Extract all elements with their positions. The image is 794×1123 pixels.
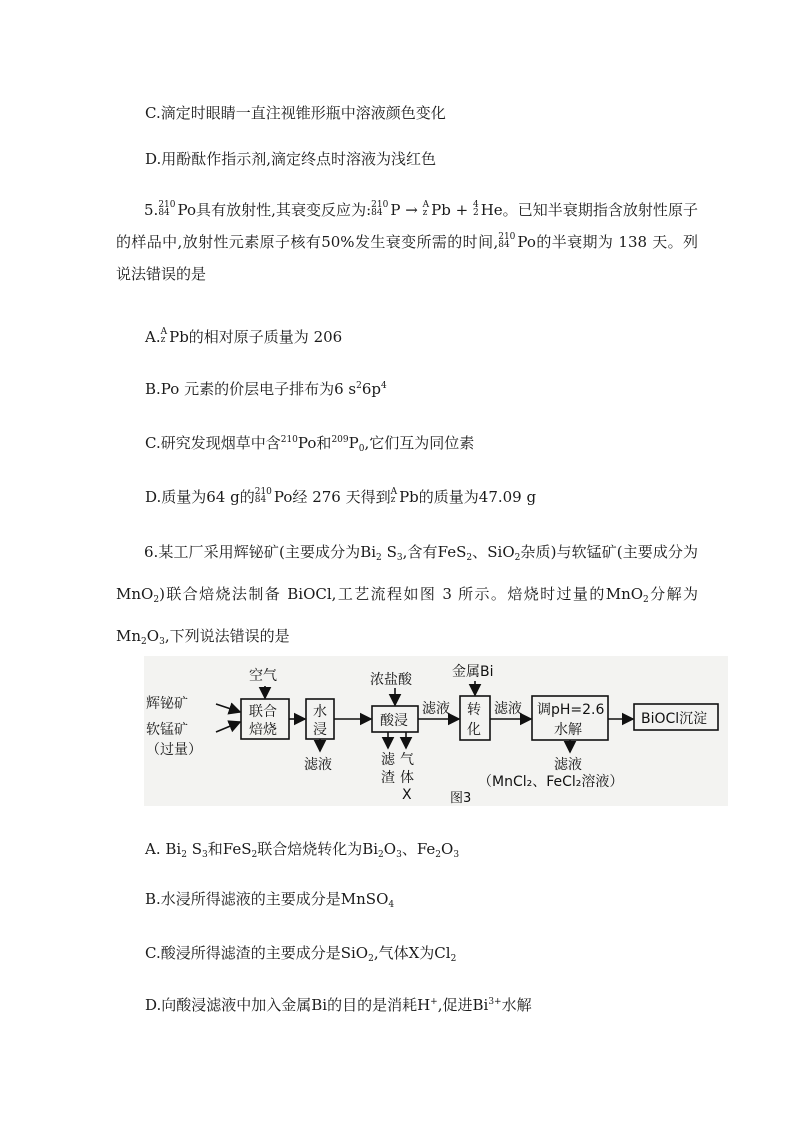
filtrate4-label: 滤液 xyxy=(554,757,582,773)
filtrate3-label: 滤液 xyxy=(494,701,522,717)
water-label-1: 水 xyxy=(313,704,327,720)
q6-stem: 6.某工厂采用辉铋矿(主要成分为$Bi_2$ $S_3$,含有FeS$_2$、SiO$_2$杂质)与软锰矿(主要成分为MnO$_2$)联合焙烧法制备 BiOCl,工艺流程如图 3 所示。焙烧时过量的MnO$_2$分解为$Mn_2O_3$,下列说法错误的是 xyxy=(116,543,698,647)
q6-option-c: C.酸浸所得滤渣的主要成分是SiO$_2$,气体X为$Cl_2$ xyxy=(145,944,457,964)
isotope-po: 210 84 xyxy=(158,200,176,218)
q4-option-d: D.用酚酞作指示剂,滴定终点时溶液为浅红色 xyxy=(145,150,437,168)
filtrate2-label: 滤液 xyxy=(422,701,450,717)
q6-option-a: A. $Bi_2$ $S_3$和FeS$_2$联合焙烧转化为$Bi_2O_3$、$Fe_2O_3$ xyxy=(145,840,460,860)
residue-label-2: 渣 xyxy=(381,770,395,786)
gas-label-3: X xyxy=(402,787,412,803)
air-label: 空气 xyxy=(249,668,277,684)
hcl-label: 浓盐酸 xyxy=(370,672,412,688)
roast-label-1: 联合 xyxy=(249,704,277,720)
roast-label-2: 焙烧 xyxy=(249,722,277,738)
process-flow-diagram xyxy=(144,656,728,806)
ore1-label: 辉铋矿 xyxy=(146,696,188,712)
figure-caption: 图3 xyxy=(450,791,472,806)
water-label-2: 浸 xyxy=(313,722,327,738)
ore2-note: （过量） xyxy=(146,742,202,758)
solution-label: （MnCl₂、FeCl₂溶液） xyxy=(478,774,624,790)
flow-svg xyxy=(144,656,728,806)
q4-option-c: C.滴定时眼睛一直注视锥形瓶中溶液颜色变化 xyxy=(145,104,446,122)
hydrolysis-label: 水解 xyxy=(554,722,582,738)
product-label: BiOCl沉淀 xyxy=(641,711,708,727)
q5-option-c: C.研究发现烟草中含$^{210}$Po和$^{209}P_0$,它们互为同位素 xyxy=(145,434,475,454)
q5-option-d: D.质量为64 g的 210 84 Po经 276 天得到 A z Pb的质量为47.09 g xyxy=(145,487,537,506)
q6-option-b: B.水浸所得滤液的主要成分是MnSO$_4$ xyxy=(145,890,395,910)
acid-leach-label: 酸浸 xyxy=(380,713,408,729)
bi-metal-label: 金属Bi xyxy=(452,664,494,680)
ph-label: 调pH=2.6 xyxy=(537,702,605,718)
isotope-he: 4 2 xyxy=(472,200,479,218)
gas-label-2: 体 xyxy=(400,770,414,786)
filtrate-label: 滤液 xyxy=(304,757,332,773)
isotope-pb: A z xyxy=(422,200,430,218)
convert-label-1: 转 xyxy=(467,702,481,718)
q6-option-d: D.向酸浸滤液中加入金属Bi的目的是消耗H+,促进$Bi^{3+}$水解 xyxy=(145,996,532,1014)
residue-label-1: 滤 xyxy=(381,752,395,768)
ore2-label: 软锰矿 xyxy=(146,722,188,738)
convert-label-2: 化 xyxy=(467,722,481,738)
q5-option-b: B.Po 元素的价层电子排布为6 $s^26p^4$ xyxy=(145,380,387,398)
q5-option-a: A. A z Pb的相对原子质量为 206 xyxy=(145,327,343,346)
q5-stem: 5. 210 84 Po具有放射性,其衰变反应为: 210 84 P → A z Pb + 4 2 He。已知半衰期指含放射性原子的样品中,放射性元素原子核有50%发生衰变所需的时间, 210 84 Po的半衰期为 138 天。列说法错误的是 xyxy=(116,200,698,283)
gas-label-1: 气 xyxy=(400,752,414,768)
